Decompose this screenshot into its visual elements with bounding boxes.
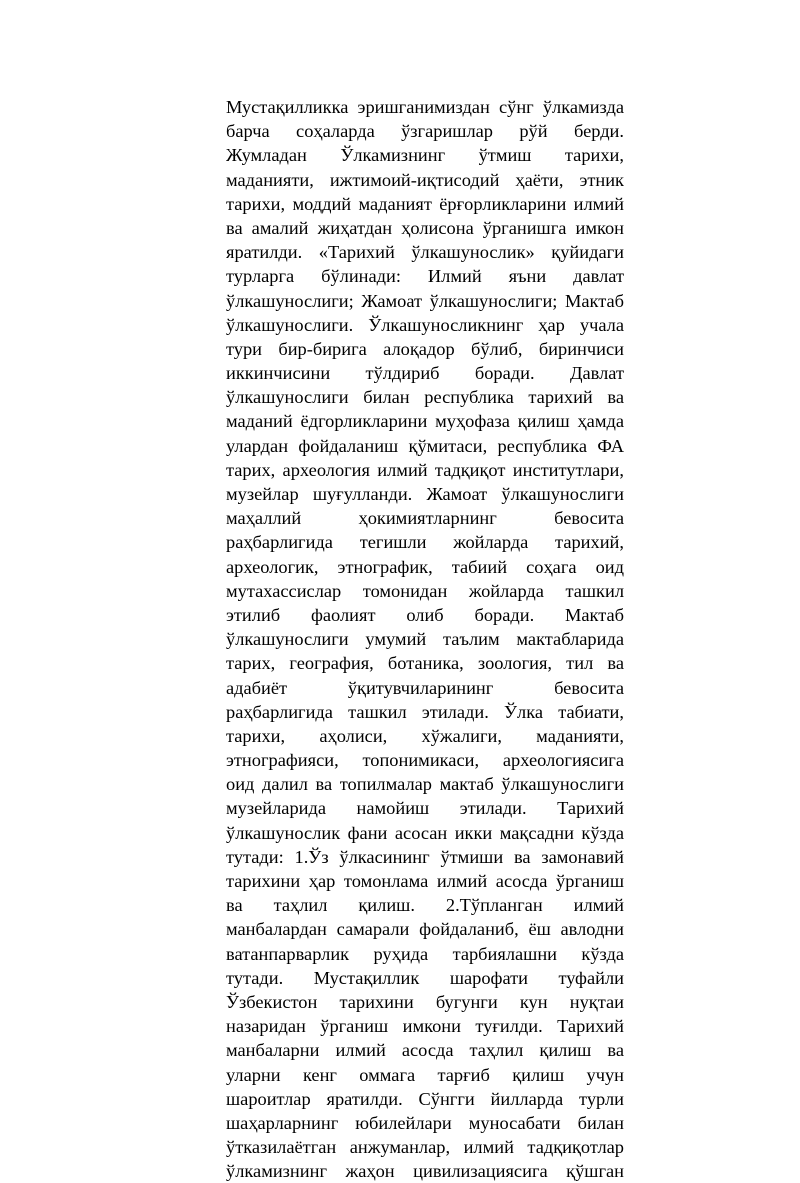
text-line: тури бир-бирига алоқадор бўлиб, биринчиси (226, 338, 624, 359)
text-line: ўлкашунослик фани асосан икки мақсадни кўзда (226, 822, 624, 843)
text-line: адабиёт ўқитувчиларининг бевосита (226, 677, 624, 698)
text-line: манбаларни илмий асосда таҳлил қилиш ва (226, 1040, 624, 1061)
text-line: Ўзбекистон тарихини бугунги кун нуқтаи (226, 991, 624, 1012)
text-line: шароитлар яратилди. Сўнгги йилларда турли (226, 1088, 624, 1109)
text-line: мутахассислар томонидан жойларда ташкил (226, 580, 624, 601)
text-line: ўлкашунослиги билан республика тарихий ва (226, 387, 624, 408)
text-line: шаҳарларнинг юбилейлари муносабати билан (226, 1112, 624, 1133)
text-line: Мустақилликка эришганимиздан сўнг ўлкамизда (226, 97, 624, 117)
text-line: тутади. Мустақиллик шарофати туфайли (226, 967, 624, 988)
text-line: уларни кенг оммага тарғиб қилиш учун (226, 1064, 624, 1085)
text-line: тарих, археология илмий тадқиқот институтлари, (226, 459, 624, 480)
text-line: археологик, этнографик, табиий соҳага оид (226, 556, 624, 577)
text-line: этилиб фаолият олиб боради. Мактаб (226, 604, 624, 625)
text-line: тарихи, моддий маданият ёрғорликларини илмий (226, 193, 624, 214)
text-line: назаридан ўрганиш имкони туғилди. Тарихий (226, 1016, 624, 1037)
text-line: манбалардан самарали фойдаланиб, ёш авлодни (226, 919, 624, 940)
text-line: музейларида намойиш этилади. Тарихий (226, 798, 624, 819)
text-line: тарих, география, ботаника, зоология, тил ва (226, 653, 624, 674)
text-line: тутади: 1.Ўз ўлкасининг ўтмиши ва замонавий (226, 846, 624, 867)
text-line: барча соҳаларда ўзгаришлар рўй берди. (226, 121, 624, 142)
text-line: тарихини ҳар томонлама илмий асосда ўрганиш (226, 871, 624, 891)
text-line: ўтказилаётган анжуманлар, илмий тадқиқотлар (226, 1137, 624, 1158)
text-line: яратилди. «Тарихий ўлкашунослик» қуйидаги (226, 242, 624, 263)
text-line: раҳбарлигида тегишли жойларда тарихий, (226, 532, 624, 553)
text-line: маданияти, ижтимоий-иқтисодий ҳаёти, этник (226, 169, 624, 190)
text-line: этнографияси, топонимикаси, археологиясига (226, 750, 624, 771)
text-line: иккинчисини тўлдириб боради. Давлат (226, 363, 624, 384)
text-line: ватанпарварлик руҳида тарбиялашни кўзда (226, 943, 624, 964)
text-line: оид далил ва топилмалар мактаб ўлкашунослиги (226, 774, 624, 795)
text-line: маҳаллий ҳокимиятларнинг бевосита (226, 508, 624, 529)
text-line: ва амалий жиҳатдан ҳолисона ўрганишга имкон (226, 217, 624, 238)
text-line: ўлкашунослиги. Ўлкашуносликнинг ҳар учала (226, 314, 624, 335)
body-text (226, 95, 624, 1183)
text-line: ўлкашунослиги; Жамоат ўлкашунослиги; Мактаб (226, 290, 624, 311)
text-line: турларга бўлинади: Илмий яъни давлат (226, 266, 624, 287)
text-line: ва таҳлил қилиш. 2.Тўпланган илмий (226, 895, 624, 916)
text-line: раҳбарлигида ташкил этилади. Ўлка табиати, (226, 701, 624, 722)
text-line: музейлар шуғулланди. Жамоат ўлкашунослиги (226, 484, 624, 504)
text-line: Жумладан Ўлкамизнинг ўтмиш тарихи, (226, 145, 624, 166)
text-line: тарихи, аҳолиси, хўжалиги, маданияти, (226, 725, 624, 746)
text-line: ўлкамизнинг жаҳон цивилизациясига қўшган (226, 1161, 624, 1182)
text-line: ўлкашунослиги умумий таълим мактабларида (226, 629, 624, 650)
text-line: маданий ёдгорликларини муҳофаза қилиш ҳамда (226, 411, 624, 432)
text-line: улардан фойдаланиш қўмитаси, республика ФА (226, 435, 624, 456)
